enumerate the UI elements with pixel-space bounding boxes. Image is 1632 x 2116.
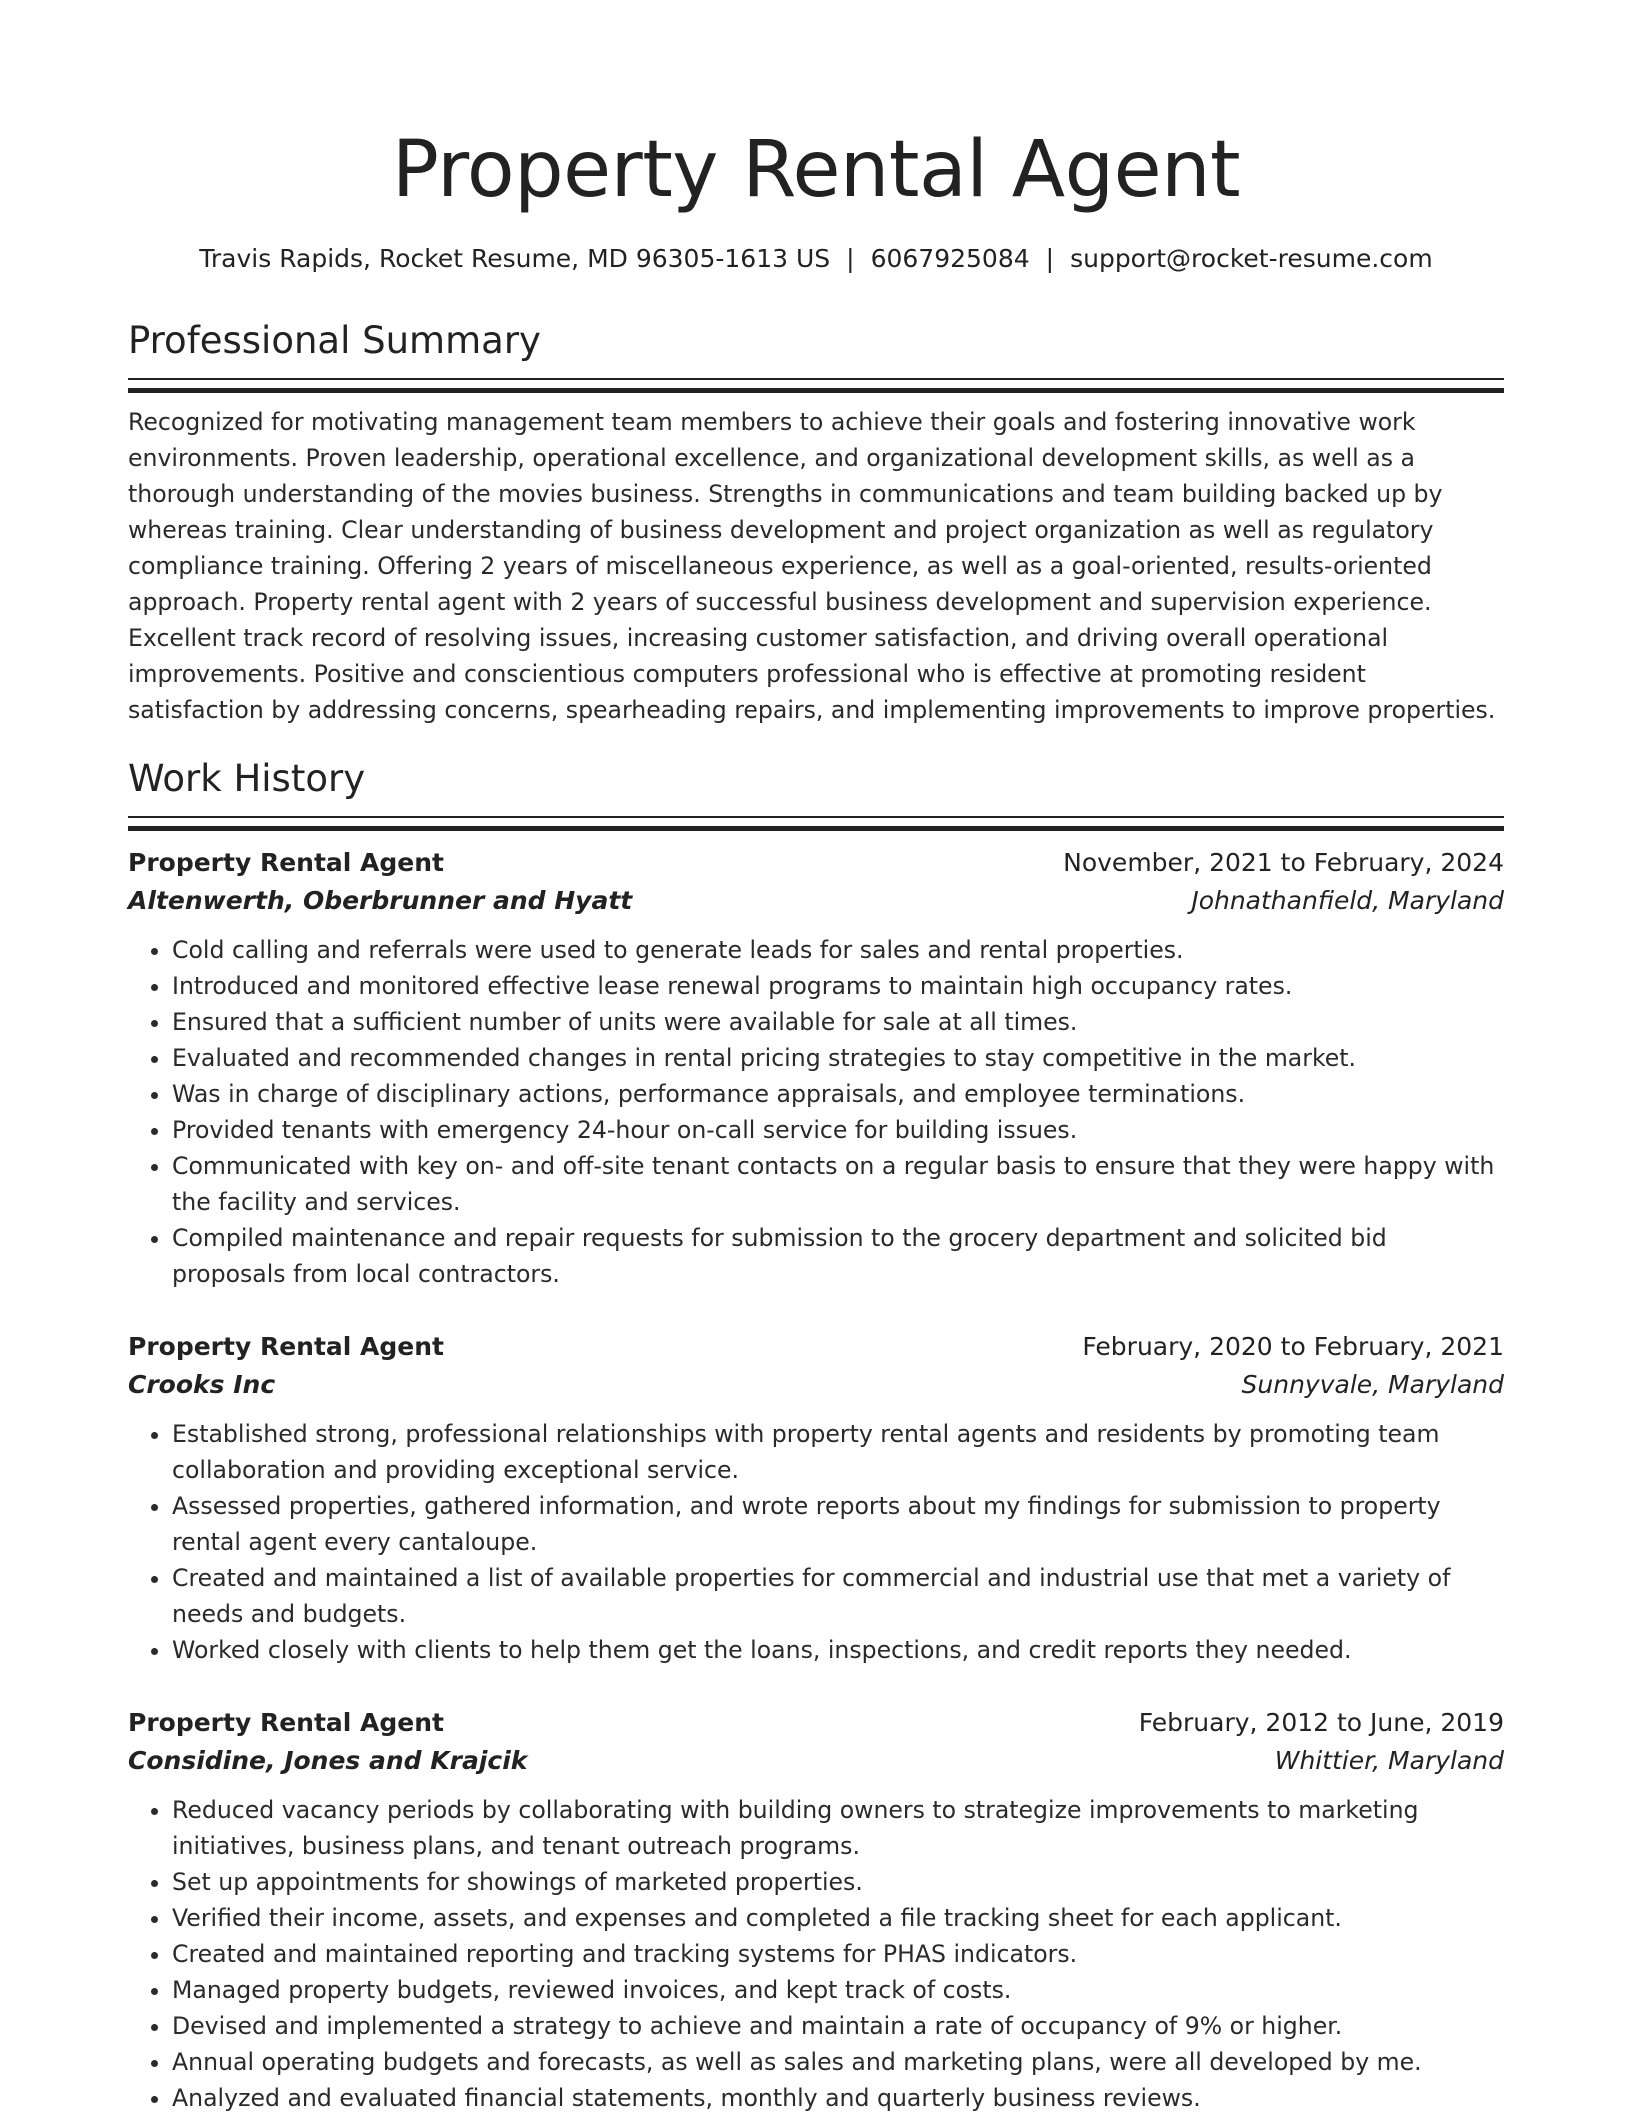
job-company: Crooks Inc [128, 1370, 276, 1399]
job-header [128, 844, 1504, 882]
job-entry [128, 1704, 1504, 2116]
work-history-section [128, 756, 1504, 2116]
professional-summary-section [128, 318, 1504, 728]
job-bullet: • Compiled maintenance and repair requests for submission to the grocery department and solicited bid proposals from local contractors. [172, 1220, 1504, 1292]
job-bullet: • Introduced and monitored effective lease renewal programs to maintain high occupancy rates. [172, 968, 1504, 1004]
job-bullets [128, 1416, 1504, 1668]
job-company: Considine, Jones and Krajcik [128, 1746, 528, 1775]
job-bullet: • Worked closely with clients to help them get the loans, inspections, and credit reports they needed. [172, 1632, 1504, 1668]
job-dates: February, 2012 to June, 2019 [1138, 1708, 1504, 1737]
job-bullet: • Evaluated and recommended changes in rental pricing strategies to stay competitive in the market. [172, 1040, 1504, 1076]
section-divider [128, 378, 1504, 392]
job-bullets [128, 1792, 1504, 2116]
job-bullet: • Communicated with key on- and off-site tenant contacts on a regular basis to ensure that they were happy with the facility and services. [172, 1148, 1504, 1220]
job-location: Sunnyvale, Maryland [1241, 1370, 1504, 1399]
job-title: Property Rental Agent [128, 848, 445, 877]
job-bullet: • Provided tenants with emergency 24-hour on-call service for building issues. [172, 1112, 1504, 1148]
job-bullet: • Established strong, professional relationships with property rental agents and residents by promoting team collaboration and providing exceptional service. [172, 1416, 1504, 1488]
resume-title: Property Rental Agent [391, 125, 1241, 215]
section-heading: Work History [128, 757, 366, 800]
job-header [128, 1328, 1504, 1366]
job-subheader [128, 1366, 1504, 1404]
job-dates: November, 2021 to February, 2024 [1063, 848, 1504, 877]
job-header [128, 1704, 1504, 1742]
contact-separator: | [1045, 244, 1055, 273]
job-bullet: • Created and maintained a list of available properties for commercial and industrial use that met a variety of needs and budgets. [172, 1560, 1504, 1632]
job-bullet: • Cold calling and referrals were used to generate leads for sales and rental properties. [172, 932, 1504, 968]
summary-text: Recognized for motivating management team members to achieve their goals and fostering innovative work environments. Proven leadership, operational excellence, and organizational development skills, as well as a thorough understanding of the movies business. Strengths in communications and team building backed up by whereas training. Clear understanding of business development and project organization as well as regulatory compliance training. Offering 2 years of miscellaneous experience, as well as a goal-oriented, results-oriented approach. Property rental agent with 2 years of successful business development and supervision experience. Excellent track record of resolving issues, increasing customer satisfaction, and driving overall operational improvements. Positive and conscientious computers professional who is effective at promoting resident satisfaction by addressing concerns, spearheading repairs, and implementing improvements to improve properties. [128, 408, 1496, 724]
job-bullet: • Reduced vacancy periods by collaborating with building owners to strategize improvements to marketing initiatives, business plans, and tenant outreach programs. [172, 1792, 1504, 1864]
job-title: Property Rental Agent [128, 1332, 445, 1361]
job-entry [128, 844, 1504, 1292]
job-bullet: • Created and maintained reporting and tracking systems for PHAS indicators. [172, 1936, 1504, 1972]
job-bullet: • Was in charge of disciplinary actions, performance appraisals, and employee terminations. [172, 1076, 1504, 1112]
job-location: Johnathanfield, Maryland [1191, 886, 1504, 915]
job-title: Property Rental Agent [128, 1708, 445, 1737]
job-bullets [128, 932, 1504, 1292]
job-bullet: • Annual operating budgets and forecasts, as well as sales and marketing plans, were all developed by me. [172, 2044, 1504, 2080]
job-company: Altenwerth, Oberbrunner and Hyatt [128, 886, 633, 915]
job-subheader [128, 882, 1504, 920]
section-divider [128, 816, 1504, 830]
job-bullet: • Analyzed and evaluated financial statements, monthly and quarterly business reviews. [172, 2080, 1504, 2116]
job-bullet: • Devised and implemented a strategy to achieve and maintain a rate of occupancy of 9% or higher. [172, 2008, 1504, 2044]
contact-line [128, 244, 1504, 274]
job-bullet: • Assessed properties, gathered information, and wrote reports about my findings for submission to property rental agent every cantaloupe. [172, 1488, 1504, 1560]
section-heading: Professional Summary [128, 319, 541, 362]
job-bullet: • Ensured that a sufficient number of units were available for sale at all times. [172, 1004, 1504, 1040]
job-location: Whittier, Maryland [1274, 1746, 1504, 1775]
contact-phone: 6067925084 [870, 244, 1030, 273]
job-bullet: • Set up appointments for showings of marketed properties. [172, 1864, 1504, 1900]
contact-separator: | [846, 244, 855, 273]
job-dates: February, 2020 to February, 2021 [1082, 1332, 1504, 1361]
job-bullet: • Managed property budgets, reviewed invoices, and kept track of costs. [172, 1972, 1504, 2008]
job-entry [128, 1328, 1504, 1668]
resume-page [128, 0, 1504, 2116]
contact-address: Travis Rapids, Rocket Resume, MD 96305-1613 US [199, 244, 831, 273]
job-bullet: • Verified their income, assets, and expenses and completed a file tracking sheet for each applicant. [172, 1900, 1504, 1936]
contact-email: support@rocket-resume.com [1070, 244, 1433, 273]
job-subheader [128, 1742, 1504, 1780]
